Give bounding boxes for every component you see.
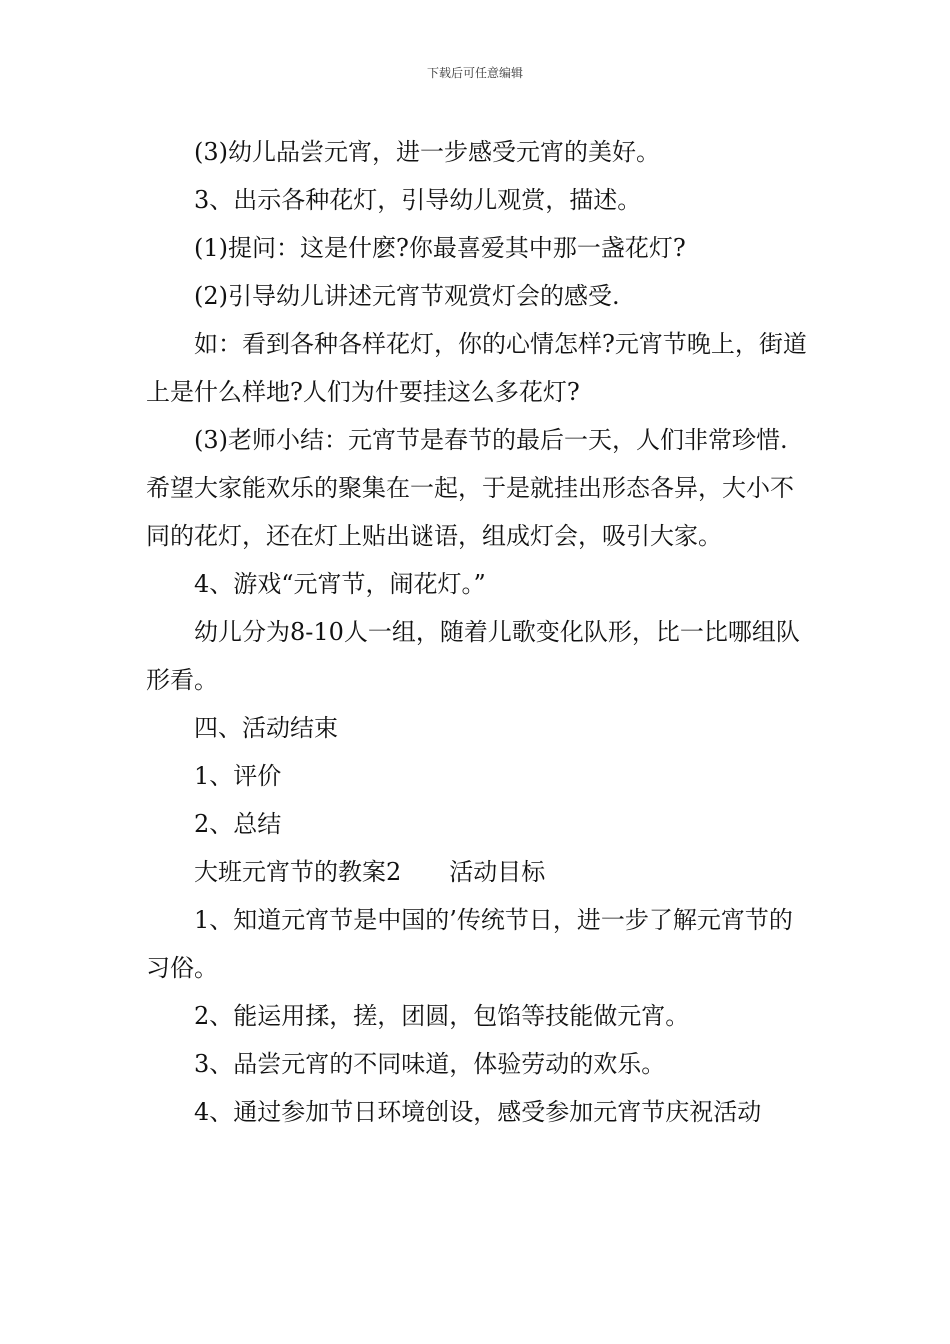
paragraph-11: 2、总结	[194, 810, 282, 838]
page-header-note: 下载后可任意编辑	[426, 66, 523, 80]
paragraph-14: 2、能运用揉，搓，团圆，包馅等技能做元宵。	[194, 1002, 690, 1030]
paragraph-8: 幼儿分为8-10人一组，随着儿歌变化队形，比一比哪组队形看。	[146, 618, 800, 694]
document-body	[146, 128, 810, 1136]
paragraph-15: 3、品尝元宵的不同味道，体验劳动的欢乐。	[194, 1050, 666, 1078]
paragraph-5: 如：看到各种各样花灯，你的心情怎样?元宵节晚上，街道上是什么样地?人们为什要挂这么多花灯?	[146, 330, 807, 406]
paragraph-2: 3、出示各种花灯，引导幼儿观赏，描述。	[194, 186, 642, 214]
paragraph-10: 1、评价	[194, 762, 282, 790]
paragraph-6: (3)老师小结：元宵节是春节的最后一天，人们非常珍惜.希望大家能欢乐的聚集在一起，于是就挂出形态各异，大小不同的花灯，还在灯上贴出谜语，组成灯会，吸引大家。	[146, 426, 794, 550]
paragraph-4: (2)引导幼儿讲述元宵节观赏灯会的感受.	[194, 282, 620, 310]
paragraph-12: 大班元宵节的教案2 活动目标	[194, 858, 546, 886]
paragraph-3: (1)提问：这是什麽?你最喜爱其中那一盏花灯?	[194, 234, 686, 262]
paragraph-13: 1、知道元宵节是中国的’传统节日，进一步了解元宵节的习俗。	[146, 906, 793, 982]
paragraph-7: 4、游戏“元宵节，闹花灯。”	[194, 570, 486, 598]
paragraph-9: 四、活动结束	[194, 714, 338, 742]
paragraph-1: (3)幼儿品尝元宵，进一步感受元宵的美好。	[194, 138, 660, 166]
paragraph-16: 4、通过参加节日环境创设，感受参加元宵节庆祝活动	[194, 1098, 762, 1126]
